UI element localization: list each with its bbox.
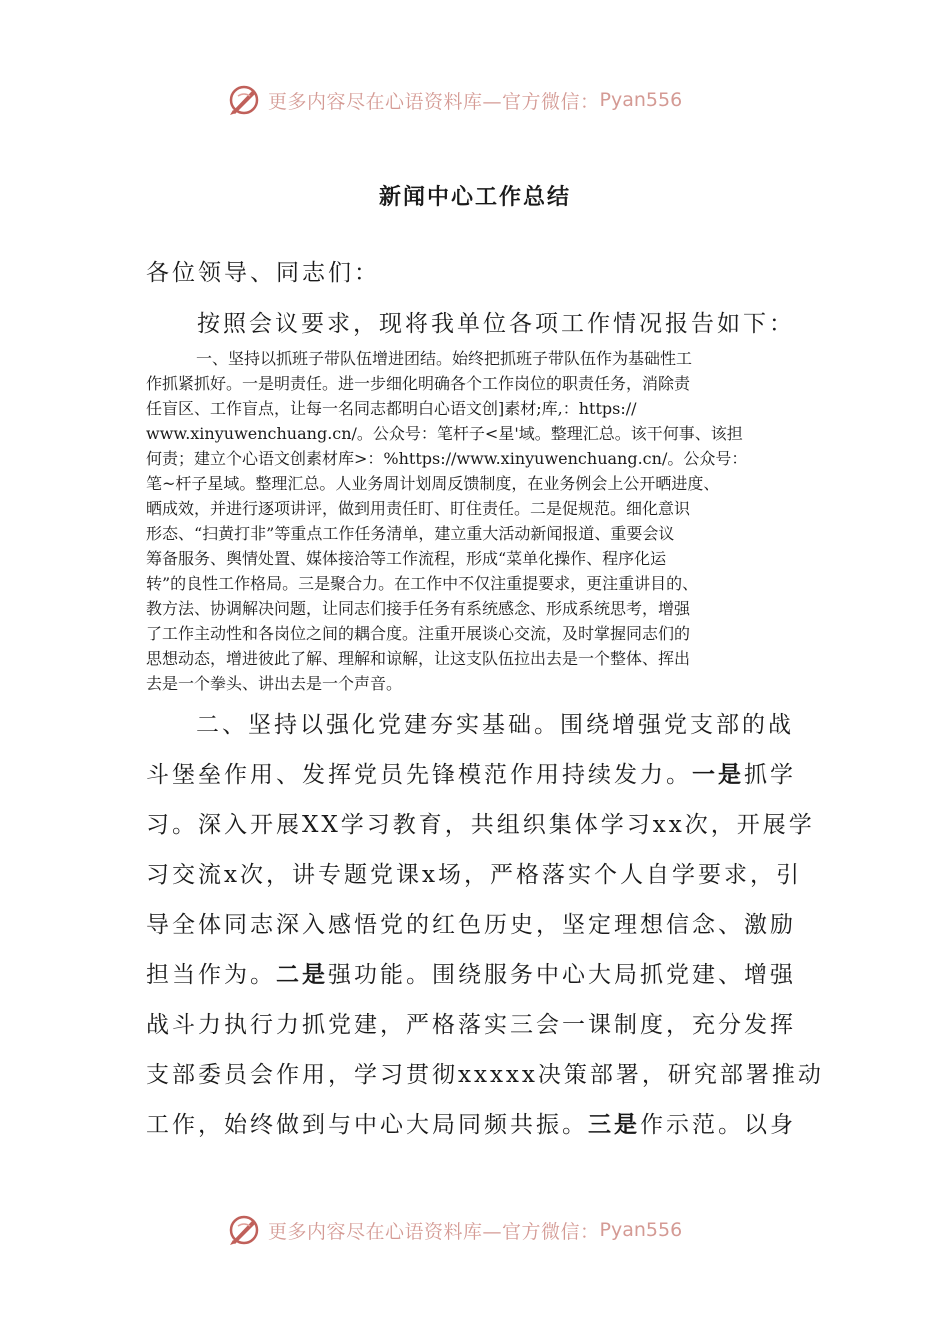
section-1-line: 去是一个拳头、讲出去是一个声音。 [146, 674, 403, 693]
watermark-text: 更多内容尽在心语资料库—官方微信： [268, 1220, 600, 1243]
section-1-line: 一、坚持以抓班子带队伍增进团结。始终把抓班子带队伍作为基础性工 [196, 349, 693, 368]
intro-paragraph: 按照会议要求，现将我单位各项工作情况报告如下： [197, 311, 795, 337]
section-1-paragraph [146, 346, 816, 696]
bold-marker: 二是 [276, 962, 328, 988]
section-2-line: 支部委员会作用，学习贯彻xxxxx决策部署，研究部署推动 [146, 1062, 824, 1088]
section-2-line: 二、坚持以强化党建夯实基础。围绕增强党支部的战 [196, 712, 794, 738]
section-1-line: 晒成效，并进行逐项讲评，做到用责任盯、盯住责任。二是促规范。细化意识 [146, 499, 691, 518]
section-2-line: 习。深入开展XX学习教育，共组织集体学习xx次，开展学 [146, 812, 815, 838]
section-1-line: 思想动态，增进彼此了解、理解和谅解，让这支队伍拉出去是一个整体、挥出 [146, 649, 691, 668]
pen-logo-icon [226, 1212, 262, 1248]
watermark-handle: Pyan556 [599, 1219, 683, 1241]
section-1-line: 筹备服务、舆情处置、媒体接洽等工作流程，形成“菜单化操作、程序化运 [146, 549, 667, 568]
section-2-paragraph [146, 700, 824, 1150]
section-2-line: 战斗力执行力抓党建，严格落实三会一课制度，充分发挥 [146, 1012, 796, 1038]
text-run: 工作，始终做到与中心大局同频共振。 [146, 1112, 588, 1138]
section-1-line: 作抓紧抓好。一是明责任。进一步细化明确各个工作岗位的职责任务，消除责 [146, 374, 691, 393]
greeting: 各位领导、同志们： [146, 260, 380, 286]
section-2-line [146, 1100, 816, 1150]
pen-logo-icon [226, 82, 262, 118]
text-run: 抓学 [744, 762, 796, 788]
watermark-handle: Pyan556 [599, 89, 683, 111]
watermark-text: 更多内容尽在心语资料库—官方微信： [268, 90, 600, 113]
section-2-line: 导全体同志深入感悟党的红色历史，坚定理想信念、激励 [146, 912, 796, 938]
section-1-line: www.xinyuwenchuang.cn/。公众号：笔杆子<星'域。整理汇总。该干何事、该担 [146, 424, 743, 443]
section-1-line: 何责；建立个心语文创素材库>：%https://www.xinyuwenchuang.cn/。公众号： [146, 449, 748, 468]
bold-marker: 一是 [692, 762, 744, 788]
section-1-line: 形态、“扫黄打非”等重点工作任务清单，建立重大活动新闻报道、重要会议 [146, 524, 675, 543]
section-2-line [146, 950, 816, 1000]
section-1-line: 了工作主动性和各岗位之间的耦合度。注重开展谈心交流，及时掌握同志们的 [146, 624, 691, 643]
section-2-line: 习交流x次，讲专题党课x场，严格落实个人自学要求，引 [146, 862, 802, 888]
text-run: 作示范。以身 [640, 1112, 796, 1138]
text-run: 强功能。围绕服务中心大局抓党建、增强 [328, 962, 796, 988]
watermark-header [226, 80, 746, 120]
section-2-line [146, 750, 816, 800]
document-title: 新闻中心工作总结 [378, 185, 571, 210]
watermark-footer [226, 1210, 746, 1250]
text-run: 斗堡垒作用、发挥党员先锋模范作用持续发力。 [146, 762, 692, 788]
section-1-line: 教方法、协调解决问题，让同志们接手任务有系统感念、形成系统思考，增强 [146, 599, 691, 618]
section-1-line: 转”的良性工作格局。三是聚合力。在工作中不仅注重提要求，更注重讲目的、 [146, 574, 699, 593]
section-1-line: 笔~杆子星域。整理汇总。人业务周计划周反馈制度，在业务例会上公开晒进度、 [146, 474, 720, 493]
section-1-line: 任盲区、工作盲点，让每一名同志都明白心语文创]素材;库,：https:// [146, 399, 637, 418]
bold-marker: 三是 [588, 1112, 640, 1138]
text-run: 担当作为。 [146, 962, 276, 988]
